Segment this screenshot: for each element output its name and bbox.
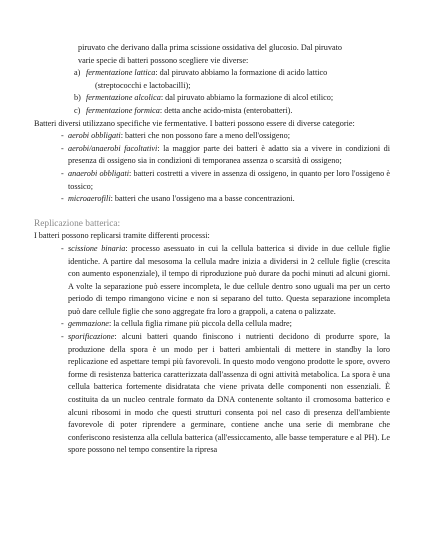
top-paragraph-line2: varie specie di batteri possono scegliere vie diverse: [78, 55, 249, 65]
processes-list [34, 243, 390, 457]
category-term: anaerobi obbligati [68, 168, 130, 178]
fermentation-term: fermentazione formica [86, 105, 160, 115]
fermentation-text: : dal piruvato abbiamo la formazione di acido lattico [155, 68, 328, 78]
category-text: : la maggior parte dei batteri è adatto sia a vivere in condizioni di presenza di ossigeno sia in condizioni di temporanea assenza o scarsità di ossigeno; [68, 143, 390, 166]
process-text: : la cellula figlia rimane più piccola della cellula madre; [108, 319, 292, 329]
fermentation-item [34, 105, 390, 118]
fermentation-label: c) [74, 105, 81, 115]
process-text: : processo asessuato in cui la cellula batterica si divide in due cellule figlie identiche. A partire dal mesosoma la cellula madre inizia a dividersi in 2 cellule figlie (crescita con aumento esponenziale), il tempo di riproduzione può durare da pochi minuti ad alcuni giorni. A volte la separazione può essere incompleta, le due cellule dentro sono uguali ma per un certo periodo di tempo rimangono vicine e non si separano del tutto. Questa separazione incompleta può dare cellule figlie che sono aggregate fra loro a grappoli, a catena o palizzate. [68, 243, 390, 316]
category-term: microaerofili [68, 194, 111, 204]
fermentation-item [34, 92, 390, 105]
category-text: : batteri costretti a vivere in assenza di ossigeno, in quanto per loro l'ossigeno è tossico; [68, 168, 390, 191]
fermentation-line [86, 106, 292, 115]
page-content [34, 42, 390, 457]
list-item [34, 193, 390, 206]
category-text: : batteri che non possono fare a meno dell'ossigeno; [120, 131, 290, 141]
process-term: sporificazione [68, 332, 115, 342]
fermentation-label: a) [74, 68, 81, 78]
category-term: aerobi obbligati [68, 131, 121, 141]
fermentation-term: fermentazione alcolica [86, 93, 161, 103]
category-text: : batteri che usano l'ossigeno ma a basse concentrazioni. [110, 194, 295, 204]
fermentation-list [34, 67, 390, 117]
replication-intro: I batteri possono replicarsi tramite differenti processi: [34, 231, 210, 241]
list-item [34, 331, 390, 457]
list-item [34, 243, 390, 319]
category-term: aerobi/anaerobi facoltativi [68, 143, 158, 153]
fermentation-text: : detta anche acido-mista (enterobatteri). [159, 105, 293, 115]
top-paragraph [34, 42, 390, 67]
list-item [34, 168, 390, 193]
fermentation-line [86, 68, 327, 77]
process-term: gemmazione [68, 319, 109, 329]
process-term: scissione binaria [68, 243, 126, 253]
section-heading: Replicazione batterica: [34, 218, 121, 229]
categories-intro: Batteri diversi utilizzano specifiche vie fermentative. I batteri possono essere di diverse categorie: [34, 118, 355, 128]
fermentation-label: b) [74, 93, 81, 103]
top-paragraph-line1: piruvato che derivano dalla prima scissione ossidativa del glucosio. Dal piruvato [78, 43, 342, 52]
fermentation-text: : dal piruvato abbiamo la formazione di alcol etilico; [160, 93, 334, 103]
fermentation-continuation: (streptococchi e lactobacilli); [95, 80, 191, 90]
fermentation-item [34, 67, 390, 92]
fermentation-line [86, 93, 333, 102]
list-item [34, 130, 390, 143]
list-item [34, 143, 390, 168]
categories-list [34, 130, 390, 206]
fermentation-term: fermentazione lattica [86, 68, 156, 78]
process-text: : alcuni batteri quando finiscono i nutrienti decidono di produrre spore, la produzione della spora è un modo per i batteri ambientali di mettere in standby la loro replicazione ed aspettare tempi più favorevoli. In questo modo vengono prodotte le spore, ovvero forme di resistenza batterica caratterizzata dall'assenza di ogni attività metabolica. La spora è una cellula batterica fortemente disidratata che viene privata delle componenti non essenziali. È costituita da un nucleo centrale formato da DNA contenente soltanto il cromosoma batterico e alcuni ribosomi in modo che questi strutturi consenta poi nel caso di presenza dell'ambiente favorevole di poter riprendere a germinare, contiene anche una serie di membrane che conferiscono resistenza alla cellula batterica (all'essiccamento, alle basse temperature e al PH). Le spore possono nel tempo consentire la ripresa [68, 332, 390, 455]
list-item [34, 318, 390, 331]
